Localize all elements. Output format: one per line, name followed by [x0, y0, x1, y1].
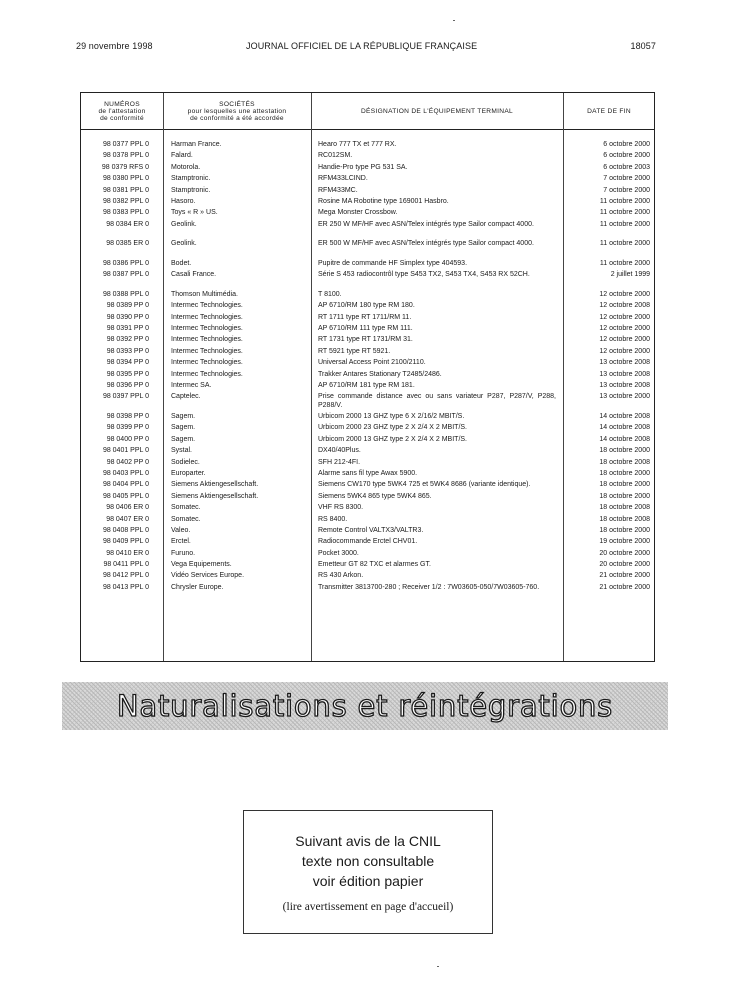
- company-name: Furuno.: [171, 549, 196, 557]
- equipment-designation: Pupitre de commande HF Simplex type 404593.: [318, 259, 468, 267]
- equipment-designation: Prise commande distance avec ou sans variateur P287, P287/V, P288, P288/V.: [318, 393, 556, 409]
- equipment-designation: Rosine MA Robotine type 169001 Hasbro.: [318, 197, 449, 205]
- certificate-number: 98 0400 PP 0: [106, 435, 149, 443]
- certificate-number: 98 0387 PPL 0: [102, 271, 149, 279]
- equipment-designation: VHF RS 8300.: [318, 504, 364, 512]
- certificate-number: 98 0381 PPL 0: [102, 186, 149, 194]
- end-date: 13 octobre 2000: [599, 393, 650, 401]
- equipment-designation: Mega Monster Crossbow.: [318, 209, 398, 217]
- certificate-number: 98 0383 PPL 0: [102, 209, 149, 217]
- company-name: Vega Equipements.: [171, 561, 232, 569]
- equipment-designation: Handie-Pro type PG 531 SA.: [318, 163, 408, 171]
- equipment-designation: DX40/40Plus.: [318, 447, 361, 455]
- company-name: Valeo.: [171, 526, 191, 534]
- header-date-fin-text: DATE DE FIN: [587, 107, 631, 115]
- certificate-number: 98 0388 PPL 0: [102, 290, 149, 298]
- end-date: 11 octobre 2000: [599, 259, 650, 267]
- certificate-number: 98 0409 PPL 0: [102, 538, 149, 546]
- end-date: 14 octobre 2008: [599, 413, 650, 421]
- table-row: [81, 152, 654, 163]
- company-name: Falard.: [171, 152, 193, 160]
- certificate-number: 98 0380 PPL 0: [102, 175, 149, 183]
- cnil-line: Suivant avis de la CNIL: [295, 833, 441, 849]
- certificate-number: 98 0379 RFS 0: [101, 163, 149, 171]
- company-name: Toys « R » US.: [171, 209, 218, 217]
- table-row: [81, 260, 654, 271]
- certificate-number: 98 0390 PP 0: [106, 313, 149, 321]
- table-row: [81, 382, 654, 393]
- end-date: 20 octobre 2000: [599, 561, 650, 569]
- equipment-designation: T 8100.: [318, 290, 342, 298]
- end-date: 11 octobre 2000: [599, 197, 650, 205]
- equipment-designation: Pocket 3000.: [318, 549, 359, 557]
- certificate-number: 98 0412 PPL 0: [102, 572, 149, 580]
- certificate-number: 98 0395 PP 0: [106, 370, 149, 378]
- certificate-number: 98 0399 PP 0: [106, 424, 149, 432]
- company-name: Systal.: [171, 447, 193, 455]
- table-row: [81, 572, 654, 583]
- certificate-number: 98 0410 ER 0: [106, 549, 149, 557]
- certificate-number: 98 0404 PPL 0: [102, 481, 149, 489]
- end-date: 13 octobre 2008: [599, 359, 650, 367]
- table-row: [81, 550, 654, 561]
- equipment-designation: RFM433LCIND.: [318, 175, 368, 183]
- cnil-line: texte non consultable: [301, 853, 435, 869]
- table-row: [81, 371, 654, 382]
- equipment-designation: Emetteur GT 82 TXC et alarmes GT.: [318, 561, 431, 569]
- table-row: [81, 198, 654, 209]
- certificate-number: 98 0403 PPL 0: [102, 469, 149, 477]
- end-date: 18 octobre 2008: [599, 504, 650, 512]
- company-name: Casali France.: [171, 271, 217, 279]
- company-name: Stamptronic.: [171, 175, 211, 183]
- table-row: [81, 393, 654, 413]
- end-date: 12 octobre 2008: [599, 302, 650, 310]
- end-date: 7 octobre 2000: [603, 175, 650, 183]
- certificate-number: 98 0405 PPL 0: [102, 492, 149, 500]
- certificate-number: 98 0398 PP 0: [106, 413, 149, 421]
- company-name: Intermec Technologies.: [171, 359, 243, 367]
- certificate-number: 98 0406 ER 0: [106, 504, 149, 512]
- certificate-number: 98 0384 ER 0: [106, 220, 149, 228]
- section-banner: [62, 682, 668, 730]
- table-row: [81, 538, 654, 549]
- company-name: Somatec.: [171, 504, 201, 512]
- company-name: Somatec.: [171, 515, 201, 523]
- company-name: Intermec Technologies.: [171, 325, 243, 333]
- header-numeros-line: de l'attestation: [98, 107, 146, 115]
- journal-title: JOURNAL OFFICIEL DE LA RÉPUBLIQUE FRANÇAISE: [246, 41, 478, 51]
- table-body: [81, 141, 654, 603]
- end-date: 12 octobre 2000: [599, 290, 650, 298]
- company-name: Intermec SA.: [171, 382, 212, 390]
- company-name: Intermec Technologies.: [171, 336, 243, 344]
- company-name: Motorola.: [171, 163, 201, 171]
- company-name: Sodielec.: [171, 458, 200, 466]
- equipment-designation: AP 6710/RM 181 type RM 181.: [318, 382, 415, 390]
- company-name: Siemens Aktiengesellschaft.: [171, 481, 259, 489]
- end-date: 13 octobre 2008: [599, 370, 650, 378]
- header-societes: [163, 93, 311, 129]
- certificate-number: 98 0402 PP 0: [106, 458, 149, 466]
- table-row: [81, 175, 654, 186]
- equipment-designation: RT 1731 type RT 1731/RM 31.: [318, 336, 413, 344]
- table-row: [81, 302, 654, 313]
- cnil-note: (lire avertissement en page d'accueil): [282, 901, 454, 913]
- header-rule: [81, 129, 654, 130]
- table-row: [81, 459, 654, 470]
- end-date: 18 octobre 2000: [599, 481, 650, 489]
- equipment-designation: Universal Access Point 2100/2110.: [318, 359, 426, 367]
- equipment-designation: RS 430 Arkon.: [318, 572, 364, 580]
- table-row: [81, 447, 654, 458]
- header-numeros: [81, 93, 163, 129]
- equipment-designation: RT 1711 type RT 1711/RM 11.: [318, 313, 412, 321]
- end-date: 12 octobre 2000: [599, 347, 650, 355]
- certificate-number: 98 0397 PPL 0: [102, 393, 149, 401]
- table-row: [81, 164, 654, 175]
- certificate-number: 98 0394 PP 0: [106, 359, 149, 367]
- end-date: 18 octobre 2000: [599, 492, 650, 500]
- table-row: [81, 359, 654, 370]
- company-name: Siemens Aktiengesellschaft.: [171, 492, 259, 500]
- equipment-designation: Hearo 777 TX et 777 RX.: [318, 141, 397, 148]
- company-name: Sagem.: [171, 424, 196, 432]
- table-row: [81, 493, 654, 504]
- end-date: 2 juillet 1999: [610, 271, 650, 279]
- table-row: [81, 413, 654, 424]
- header-societes-line: SOCIÉTÉS: [219, 100, 255, 108]
- table-row: [81, 516, 654, 527]
- company-name: Harman France.: [171, 141, 222, 148]
- issue-date: 29 novembre 1998: [76, 41, 153, 51]
- end-date: 11 octobre 2000: [599, 220, 650, 228]
- table-row: [81, 271, 654, 291]
- end-date: 18 octobre 2008: [599, 515, 650, 523]
- equipment-designation: Urbicom 2000 13 GHZ type 6 X 2/16/2 MBIT/S.: [318, 413, 465, 421]
- certificate-number: 98 0396 PP 0: [106, 382, 149, 390]
- equipment-designation: Alarme sans fil type Awax 5900.: [318, 469, 418, 477]
- end-date: 18 octobre 2008: [599, 458, 650, 466]
- company-name: Geolink.: [171, 240, 197, 248]
- table-row: [81, 470, 654, 481]
- equipment-designation: RS 8400.: [318, 515, 348, 523]
- table-row: [81, 209, 654, 220]
- page-header: [76, 41, 656, 55]
- certificate-number: 98 0391 PP 0: [106, 325, 149, 333]
- header-numeros-line: de conformité: [100, 114, 144, 122]
- company-name: Geolink.: [171, 220, 197, 228]
- table-row: [81, 325, 654, 336]
- certificate-number: 98 0389 PP 0: [106, 302, 149, 310]
- table-row: [81, 481, 654, 492]
- scan-speck: [453, 20, 455, 21]
- table-row: [81, 436, 654, 447]
- end-date: 13 octobre 2008: [599, 382, 650, 390]
- end-date: 19 octobre 2000: [599, 538, 650, 546]
- table-row: [81, 348, 654, 359]
- header-designation-text: DÉSIGNATION DE L'ÉQUIPEMENT TERMINAL: [360, 107, 514, 115]
- certificate-number: 98 0413 PPL 0: [102, 583, 149, 591]
- end-date: 11 octobre 2000: [599, 240, 650, 248]
- end-date: 6 octobre 2000: [603, 152, 650, 160]
- equipment-designation: SFH 212-4FI.: [318, 458, 361, 466]
- end-date: 7 octobre 2000: [603, 186, 650, 194]
- certificate-number: 98 0411 PPL 0: [103, 561, 149, 569]
- table-row: [81, 221, 654, 241]
- equipment-designation: RT 5921 type RT 5921.: [318, 347, 391, 355]
- certificate-number: 98 0386 PPL 0: [102, 259, 149, 267]
- company-name: Stamptronic.: [171, 186, 211, 194]
- certificate-number: 98 0393 PP 0: [106, 347, 149, 355]
- end-date: 14 octobre 2008: [599, 435, 650, 443]
- certificate-number: 98 0408 PPL 0: [102, 526, 149, 534]
- company-name: Intermec Technologies.: [171, 347, 243, 355]
- cnil-line: voir édition papier: [312, 873, 424, 889]
- end-date: 18 octobre 2000: [599, 526, 650, 534]
- company-name: Hasoro.: [171, 197, 196, 205]
- equipment-designation: Radiocommande Erctel CHV01.: [318, 538, 418, 546]
- certificate-number: 98 0385 ER 0: [106, 240, 149, 248]
- company-name: Europarter.: [171, 469, 206, 477]
- company-name: Thomson Multimédia.: [171, 290, 238, 298]
- header-designation: [311, 93, 563, 129]
- company-name: Chrysler Europe.: [171, 583, 224, 591]
- company-name: Intermec Technologies.: [171, 313, 243, 321]
- company-name: Intermec Technologies.: [171, 302, 243, 310]
- end-date: 11 octobre 2000: [599, 209, 650, 217]
- end-date: 21 octobre 2000: [599, 572, 650, 580]
- header-societes-line: de conformité a été accordée: [190, 114, 284, 122]
- certificate-number: 98 0377 PPL 0: [102, 141, 149, 148]
- company-name: Sagem.: [171, 435, 196, 443]
- attestation-table: [80, 92, 655, 662]
- header-numeros-line: NUMÉROS: [104, 100, 140, 108]
- certificate-number: 98 0401 PPL 0: [102, 447, 149, 455]
- end-date: 14 octobre 2008: [599, 424, 650, 432]
- company-name: Intermec Technologies.: [171, 370, 243, 378]
- table-row: [81, 584, 654, 604]
- table-row: [81, 314, 654, 325]
- company-name: Bodet.: [171, 259, 192, 267]
- equipment-designation: Urbicom 2000 13 GHZ type 2 X 2/4 X 2 MBIT/S.: [318, 435, 468, 443]
- end-date: 12 octobre 2000: [599, 336, 650, 344]
- equipment-designation: Remote Control VALTX3/VALTR3.: [318, 526, 424, 534]
- equipment-designation: ER 500 W MF/HF avec ASN/Telex intégrés type Sailor compact 4000.: [318, 240, 534, 248]
- table-row: [81, 141, 654, 152]
- table-row: [81, 561, 654, 572]
- page-number: 18057: [630, 41, 656, 51]
- equipment-designation: RFM433MC.: [318, 186, 358, 194]
- equipment-designation: Transmitter 3813700-280 ; Receiver 1/2 : 7W03605-050/7W03605-760.: [318, 583, 540, 591]
- certificate-number: 98 0378 PPL 0: [102, 152, 149, 160]
- equipment-designation: AP 6710/RM 180 type RM 180.: [318, 302, 415, 310]
- end-date: 20 octobre 2000: [599, 549, 650, 557]
- end-date: 18 octobre 2000: [599, 447, 650, 455]
- company-name: Captelec.: [171, 393, 201, 401]
- equipment-designation: Trakker Antares Stationary T2485/2486.: [318, 370, 442, 378]
- table-row: [81, 187, 654, 198]
- company-name: Erctel.: [171, 538, 191, 546]
- end-date: 21 octobre 2000: [599, 583, 650, 591]
- equipment-designation: Série S 453 radiocontrôl type S453 TX2, S453 TX4, S453 RX 52CH.: [318, 271, 530, 279]
- table-row: [81, 291, 654, 302]
- company-name: Sagem.: [171, 413, 196, 421]
- equipment-designation: RC012SM.: [318, 152, 353, 160]
- scan-speck: [437, 966, 439, 967]
- table-row: [81, 424, 654, 435]
- end-date: 18 octobre 2000: [599, 469, 650, 477]
- equipment-designation: ER 250 W MF/HF avec ASN/Telex intégrés type Sailor compact 4000.: [318, 220, 534, 228]
- table-row: [81, 240, 654, 260]
- table-row: [81, 527, 654, 538]
- end-date: 6 octobre 2000: [603, 141, 650, 148]
- equipment-designation: Urbicom 2000 23 GHZ type 2 X 2/4 X 2 MBIT/S.: [318, 424, 468, 432]
- section-title: Naturalisations et réintégrations: [116, 689, 614, 723]
- certificate-number: 98 0382 PPL 0: [102, 197, 149, 205]
- equipment-designation: AP 6710/RM 111 type RM 111.: [318, 325, 413, 333]
- table-row: [81, 336, 654, 347]
- end-date: 12 octobre 2000: [599, 313, 650, 321]
- end-date: 12 octobre 2000: [599, 325, 650, 333]
- end-date: 6 octobre 2003: [603, 163, 650, 171]
- header-date-fin: [563, 93, 655, 129]
- table-row: [81, 504, 654, 515]
- equipment-designation: Siemens CW170 type 5WK4 725 et 5WK4 8686 (variante identique).: [318, 481, 531, 489]
- company-name: Vidéo Services Europe.: [171, 572, 245, 580]
- certificate-number: 98 0392 PP 0: [106, 336, 149, 344]
- equipment-designation: Siemens 5WK4 865 type 5WK4 865.: [318, 492, 432, 500]
- certificate-number: 98 0407 ER 0: [106, 515, 149, 523]
- header-societes-line: pour lesquelles une attestation: [187, 107, 287, 115]
- cnil-notice: [243, 810, 493, 934]
